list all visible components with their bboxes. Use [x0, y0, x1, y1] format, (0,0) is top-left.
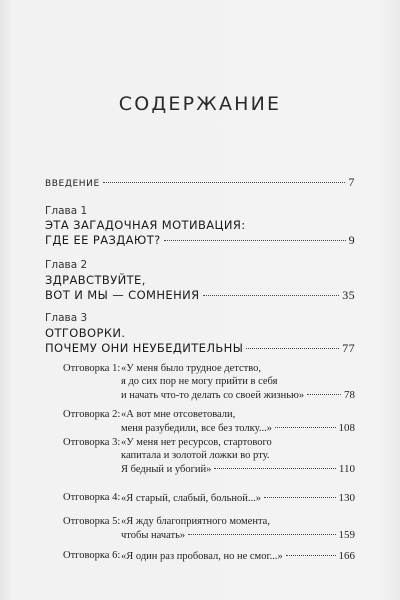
chapter-title-line: ЭТА ЗАГАДОЧНАЯ МОТИВАЦИЯ: — [45, 218, 246, 232]
excuse-last-line — [121, 463, 355, 475]
dot-leader — [103, 182, 346, 183]
page-number: 130 — [338, 492, 355, 504]
page-number: 9 — [348, 233, 355, 247]
excuse-label: Отговорка 4: — [63, 492, 121, 503]
excuse-text-line: я до сих пор не могу прийти в себя — [121, 376, 278, 387]
dot-leader — [307, 394, 341, 395]
excuse-text-line: «Я старый, слабый, больной...» — [121, 493, 262, 504]
excuse-text-line: «А вот мне отсоветовали, — [121, 409, 236, 420]
toc-entry-label: ВВЕДЕНИЕ — [45, 179, 100, 189]
dot-leader — [275, 427, 336, 428]
toc-entry-intro — [45, 175, 355, 190]
excuse-last-line — [121, 529, 355, 541]
excuse-last-line — [121, 389, 355, 401]
page-number: 7 — [348, 175, 355, 189]
chapter-title-line: ОТГОВОРКИ. — [45, 326, 126, 340]
dot-leader — [286, 555, 336, 556]
page-number: 35 — [342, 288, 355, 302]
excuse-last-line — [121, 492, 355, 504]
excuse-text-line: «У меня было трудное детство, — [121, 363, 261, 374]
page-number: 78 — [344, 389, 355, 401]
dot-leader — [214, 468, 336, 469]
excuse-label: Отговорка 2: — [63, 409, 121, 420]
dot-leader — [264, 497, 335, 498]
chapter-label: Глава 2 — [45, 259, 88, 271]
excuse-text-line: Я бедный и убогий» — [121, 464, 212, 475]
toc-entry-chapter-2 — [45, 288, 355, 303]
page-number: 110 — [338, 463, 355, 475]
excuse-label: Отговорка 5: — [63, 516, 121, 527]
page-number: 159 — [338, 529, 355, 541]
chapter-title-line: ЗДРАВСТВУЙТЕ, — [45, 273, 146, 287]
excuse-last-line — [121, 422, 355, 434]
excuse-text-line: «Я жду благоприятного момента, — [121, 516, 270, 527]
dot-leader — [203, 295, 340, 296]
excuse-label: Отговорка 6: — [63, 550, 121, 561]
page-title: СОДЕРЖАНИЕ — [118, 93, 282, 115]
chapter-title-line: ГДЕ ЕЕ РАЗДАЮТ? — [45, 233, 161, 247]
chapter-title-line: ПОЧЕМУ ОНИ НЕУБЕДИТЕЛЬНЫ — [45, 341, 244, 355]
excuse-last-line — [121, 550, 355, 562]
excuse-label: Отговорка 1: — [63, 363, 121, 374]
page-number: 108 — [338, 422, 355, 434]
chapter-title-line: ВОТ И МЫ — СОМНЕНИЯ — [45, 288, 200, 302]
page-number: 166 — [338, 550, 355, 562]
dot-leader — [246, 348, 339, 349]
chapter-label: Глава 3 — [45, 312, 88, 324]
dot-leader — [188, 534, 335, 535]
dot-leader — [164, 240, 346, 241]
excuse-text-line: «У меня нет ресурсов, стартового — [121, 437, 272, 448]
excuse-text-line: меня разубедили, все без толку...» — [121, 423, 272, 434]
chapter-label: Глава 1 — [45, 205, 88, 217]
toc-entry-chapter-1 — [45, 233, 355, 248]
excuse-text-line: капитала и золотой ложки во рту. — [121, 450, 270, 461]
excuse-text-line: «Я один раз пробовал, но не смог...» — [121, 551, 283, 562]
toc-entry-chapter-3 — [45, 341, 355, 356]
page-number: 77 — [342, 341, 355, 355]
excuse-label: Отговорка 3: — [63, 437, 121, 448]
excuse-text-line: и начать что-то делать со своей жизнью» — [121, 390, 305, 401]
excuse-text-line: чтобы начать» — [121, 530, 186, 541]
